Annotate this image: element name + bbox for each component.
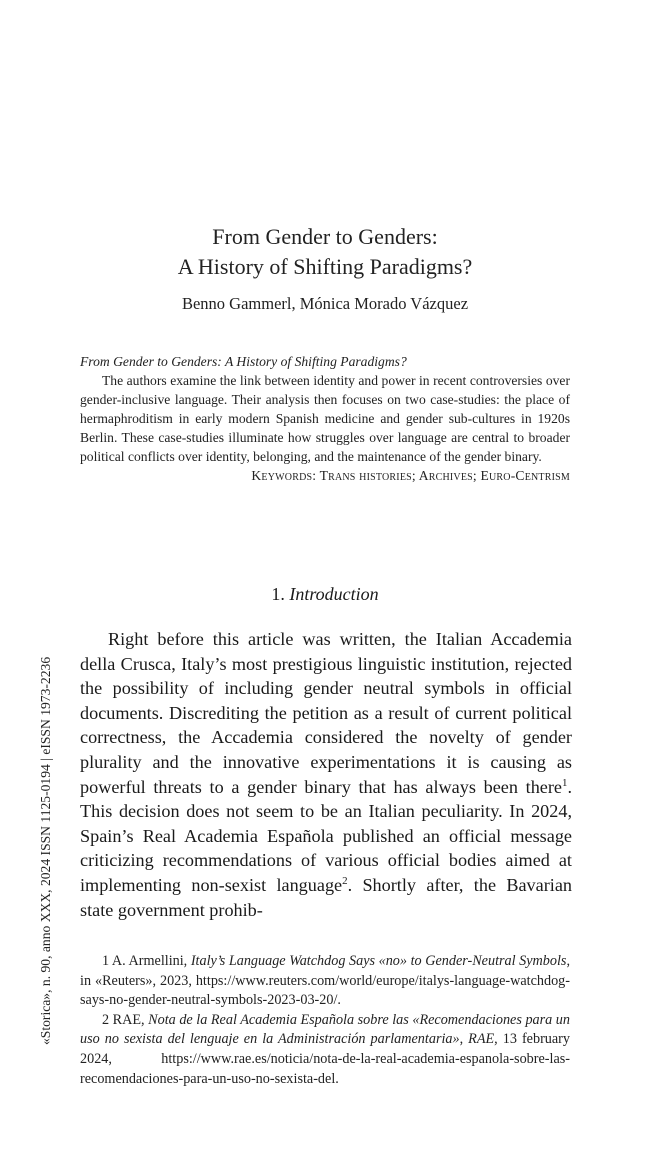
footnote-ref-2[interactable]: 2 xyxy=(342,874,348,887)
section-heading xyxy=(80,582,570,606)
section-title: Introduction xyxy=(289,584,379,604)
body-part-3: . Shortly after, the Bavarian state government prohib- xyxy=(80,874,572,920)
abstract-block xyxy=(80,352,570,485)
footnotes xyxy=(80,952,570,1089)
footnote-1 xyxy=(80,952,570,1011)
footnote-1-author: A. Armellini, xyxy=(109,953,191,969)
footnote-2-source[interactable]: , 13 february 2024, https://www.rae.es/noticia/nota-de-la-real-academia-espanola-sobre-las-recomendaciones-para-un-uso-no-sexista-del. xyxy=(80,1031,570,1087)
body-part-2: . This decision does not seem to be an Italian peculiarity. In 2024, Spain’s Real Academia Española published an official message criticizing recommendations of various official bodies aimed at implementing non-sexist language xyxy=(80,776,572,895)
body-paragraph xyxy=(80,627,572,922)
footnote-ref-1[interactable]: 1 xyxy=(562,776,568,789)
title-line-2: A History of Shifting Paradigms? xyxy=(177,254,473,279)
title-line-1: From Gender to Genders: xyxy=(212,224,438,249)
footnote-2-sep: , xyxy=(459,1031,469,1048)
paper-title xyxy=(80,222,570,282)
author-names: Benno Gammerl, Mónica Morado Vázquez xyxy=(181,294,469,313)
body-part-1: Right before this article was written, the Italian Accademia della Crusca, Italy’s most prestigious linguistic institution, rejected the possibility of including gender neutral symbols in official documents. Discrediting the petition as a result of current political correctness, the Accademia considered the novelty of gender plurality and the innovative experimentations it is causing as powerful threats to a gender binary that has always been there xyxy=(80,629,572,797)
journal-side-label: «Storica», n. 90, anno XXX, 2024 ISSN 1125-0194 | eISSN 1973-2236 xyxy=(38,656,53,1045)
abstract-body: The authors examine the link between identity and power in recent controversies over gender-inclusive language. Their analysis then focuses on two case-studies: the place of hermaphroditism in early modern Spanish medicine and gender sub-cultures in 1920s Berlin. These case-studies illuminate how struggles over language are central to broader political conflicts over identity, belonging, and the maintenance of the gender binary. xyxy=(80,373,570,464)
footnote-1-marker: 1 xyxy=(102,953,110,969)
footnote-2 xyxy=(80,1011,570,1089)
footnote-1-source[interactable]: , in «Reuters», 2023, https://www.reuters.com/world/europe/italys-language-watchdog-says-no-gender-neutral-symbols-2023-03-20/. xyxy=(80,953,570,1009)
footnote-2-publisher: RAE xyxy=(468,1031,495,1048)
footnote-2-marker: 2 xyxy=(102,1011,110,1028)
footnote-2-author: RAE, xyxy=(109,1011,149,1028)
section-number: 1. xyxy=(271,584,285,604)
body-text xyxy=(80,627,572,922)
keywords-line: Keywords: Trans histories; Archives; Euro-Centrism xyxy=(251,468,570,483)
footnote-1-title: Italy’s Language Watchdog Says «no» to Gender-Neutral Symbols xyxy=(190,953,567,969)
abstract-title: From Gender to Genders: A History of Shifting Paradigms? xyxy=(80,354,407,369)
footnote-2-title: Nota de la Real Academia Española sobre las «Recomendaciones para un uso no sexista del lenguaje en la Administración parlamentaria» xyxy=(80,1011,570,1048)
